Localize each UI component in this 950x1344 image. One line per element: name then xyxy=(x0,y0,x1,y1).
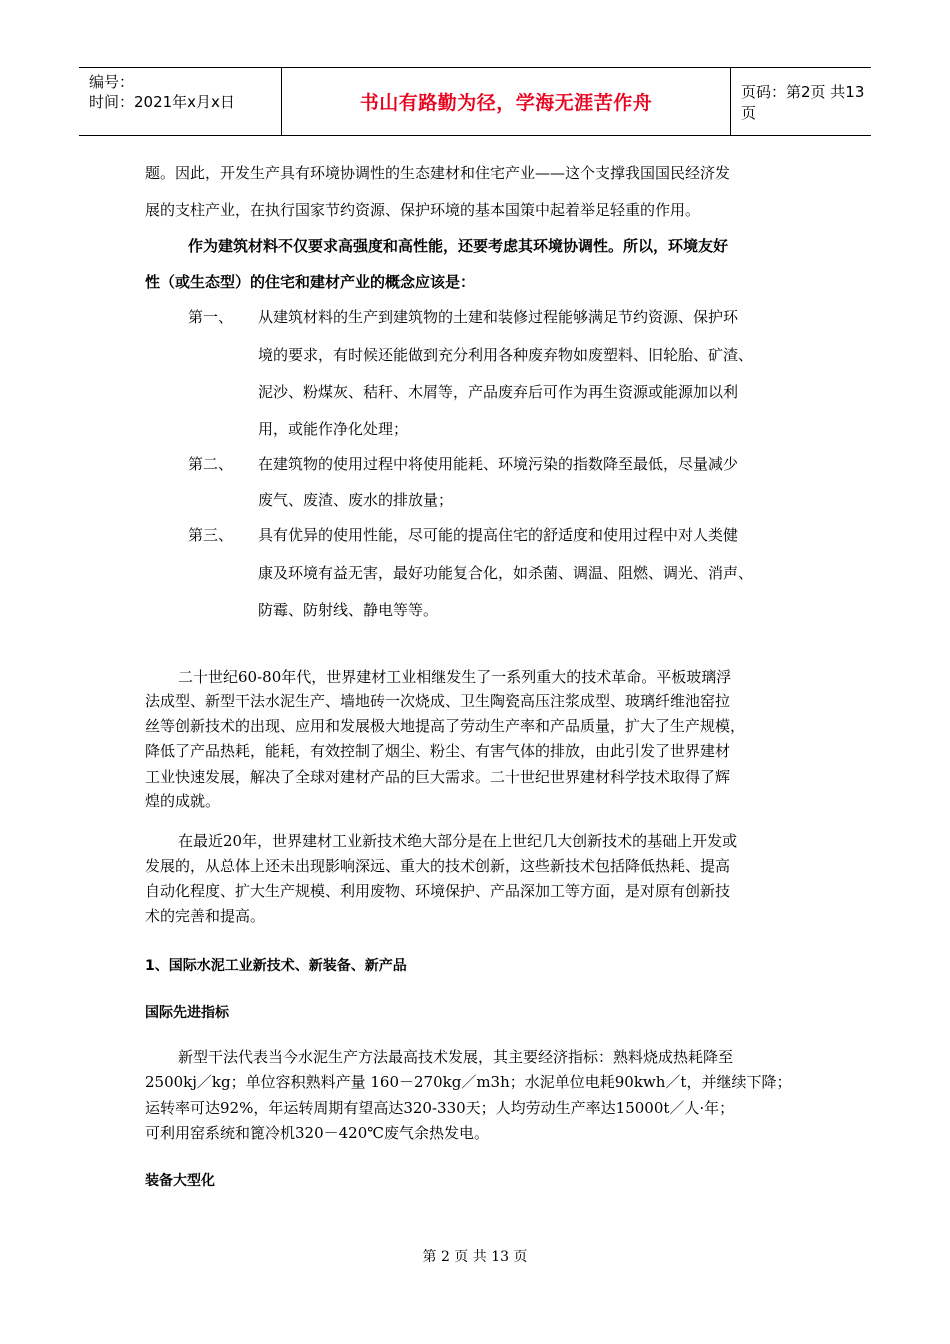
paragraph-line: 在最近20年，世界建材工业新技术绝大部分是在上世纪几大创新技术的基础上开发或 xyxy=(178,832,738,850)
paragraph-line: 降低了产品热耗，能耗，有效控制了烟尘、粉尘、有害气体的排放，由此引发了世界建材 xyxy=(145,742,731,760)
paragraph-line: 术的完善和提高。 xyxy=(145,907,266,925)
body-line: 展的支柱产业，在执行国家节约资源、保护环境的基本国策中起着举足轻重的作用。 xyxy=(145,201,701,219)
list-item-line: 用，或能作净化处理； xyxy=(258,420,409,438)
list-item-line: 康及环境有益无害，最好功能复合化，如杀菌、调温、阻燃、调光、消声、 xyxy=(258,564,754,582)
paragraph-line: 新型干法代表当今水泥生产方法最高技术发展，其主要经济指标：熟料烧成热耗降至 xyxy=(178,1048,734,1066)
list-item-line: 境的要求，有时候还能做到充分利用各种废弃物如废塑料、旧轮胎、矿渣、 xyxy=(258,346,754,364)
body-line: 题。因此，开发生产具有环境协调性的生态建材和住宅产业——这个支撑我国国民经济发 xyxy=(145,164,731,182)
paragraph-line: 运转率可达92%，年运转周期有望高达320-330天；人均劳动生产率达15000t／人·年； xyxy=(145,1099,735,1117)
paragraph-line: 工业快速发展，解决了全球对建材产品的巨大需求。二十世纪世界建材科学技术取得了辉 xyxy=(145,768,731,786)
bold-line: 作为建筑材料不仅要求高强度和高性能，还要考虑其环境协调性。所以，环境友好 xyxy=(188,237,729,255)
time-label: 时间：2021年x月x日 xyxy=(89,93,235,111)
header-meta xyxy=(79,68,282,135)
number-label: 编号： xyxy=(89,73,135,91)
header-motto: 书山有路勤为径，学海无涯苦作舟 xyxy=(282,68,731,135)
list-item-label: 第二、 xyxy=(188,455,234,473)
list-item-line: 在建筑物的使用过程中将使用能耗、环境污染的指数降至最低，尽量减少 xyxy=(258,455,739,473)
list-item-line: 废气、废渣、废水的排放量； xyxy=(258,491,454,509)
paragraph-line: 可利用窑系统和篦冷机320－420℃废气余热发电。 xyxy=(145,1124,490,1142)
paragraph-line: 发展的，从总体上还未出现影响深远、重大的技术创新，这些新技术包括降低热耗、提高 xyxy=(145,857,731,875)
list-item-line: 具有优异的使用性能，尽可能的提高住宅的舒适度和使用过程中对人类健 xyxy=(258,526,739,544)
paragraph-line: 2500kj／kg；单位容积熟料产量 160－270kg／m3h；水泥单位电耗90kwh／t，并继续下降； xyxy=(145,1073,792,1091)
subsection-heading: 装备大型化 xyxy=(145,1173,215,1189)
page-header xyxy=(79,67,871,136)
list-item-label: 第三、 xyxy=(188,526,234,544)
paragraph-line: 二十世纪60-80年代，世界建材工业相继发生了一系列重大的技术革命。平板玻璃浮 xyxy=(178,668,732,686)
header-page-label: 页码：第2页 共13页 xyxy=(741,82,865,122)
paragraph-line: 丝等创新技术的出现、应用和发展极大地提高了劳动生产率和产品质量，扩大了生产规模， xyxy=(145,717,746,735)
page-footer: 第 2 页 共 13 页 xyxy=(422,1249,528,1265)
list-item-line: 泥沙、粉煤灰、秸秆、木屑等，产品废弃后可作为再生资源或能源加以利 xyxy=(258,383,739,401)
paragraph-line: 自动化程度、扩大生产规模、利用废物、环境保护、产品深加工等方面，是对原有创新技 xyxy=(145,882,731,900)
subsection-heading: 国际先进指标 xyxy=(145,1005,229,1021)
paragraph-line: 煌的成就。 xyxy=(145,792,221,810)
section-heading: 1、国际水泥工业新技术、新装备、新产品 xyxy=(145,958,407,974)
list-item-line: 防霉、防射线、静电等等。 xyxy=(258,601,439,619)
list-item-label: 第一、 xyxy=(188,308,234,326)
paragraph-line: 法成型、新型干法水泥生产、墙地砖一次烧成、卫生陶瓷高压注浆成型、玻璃纤维池窑拉 xyxy=(145,692,731,710)
bold-line: 性（或生态型）的住宅和建材产业的概念应该是： xyxy=(145,273,476,291)
list-item-line: 从建筑材料的生产到建筑物的土建和装修过程能够满足节约资源、保护环 xyxy=(258,308,739,326)
